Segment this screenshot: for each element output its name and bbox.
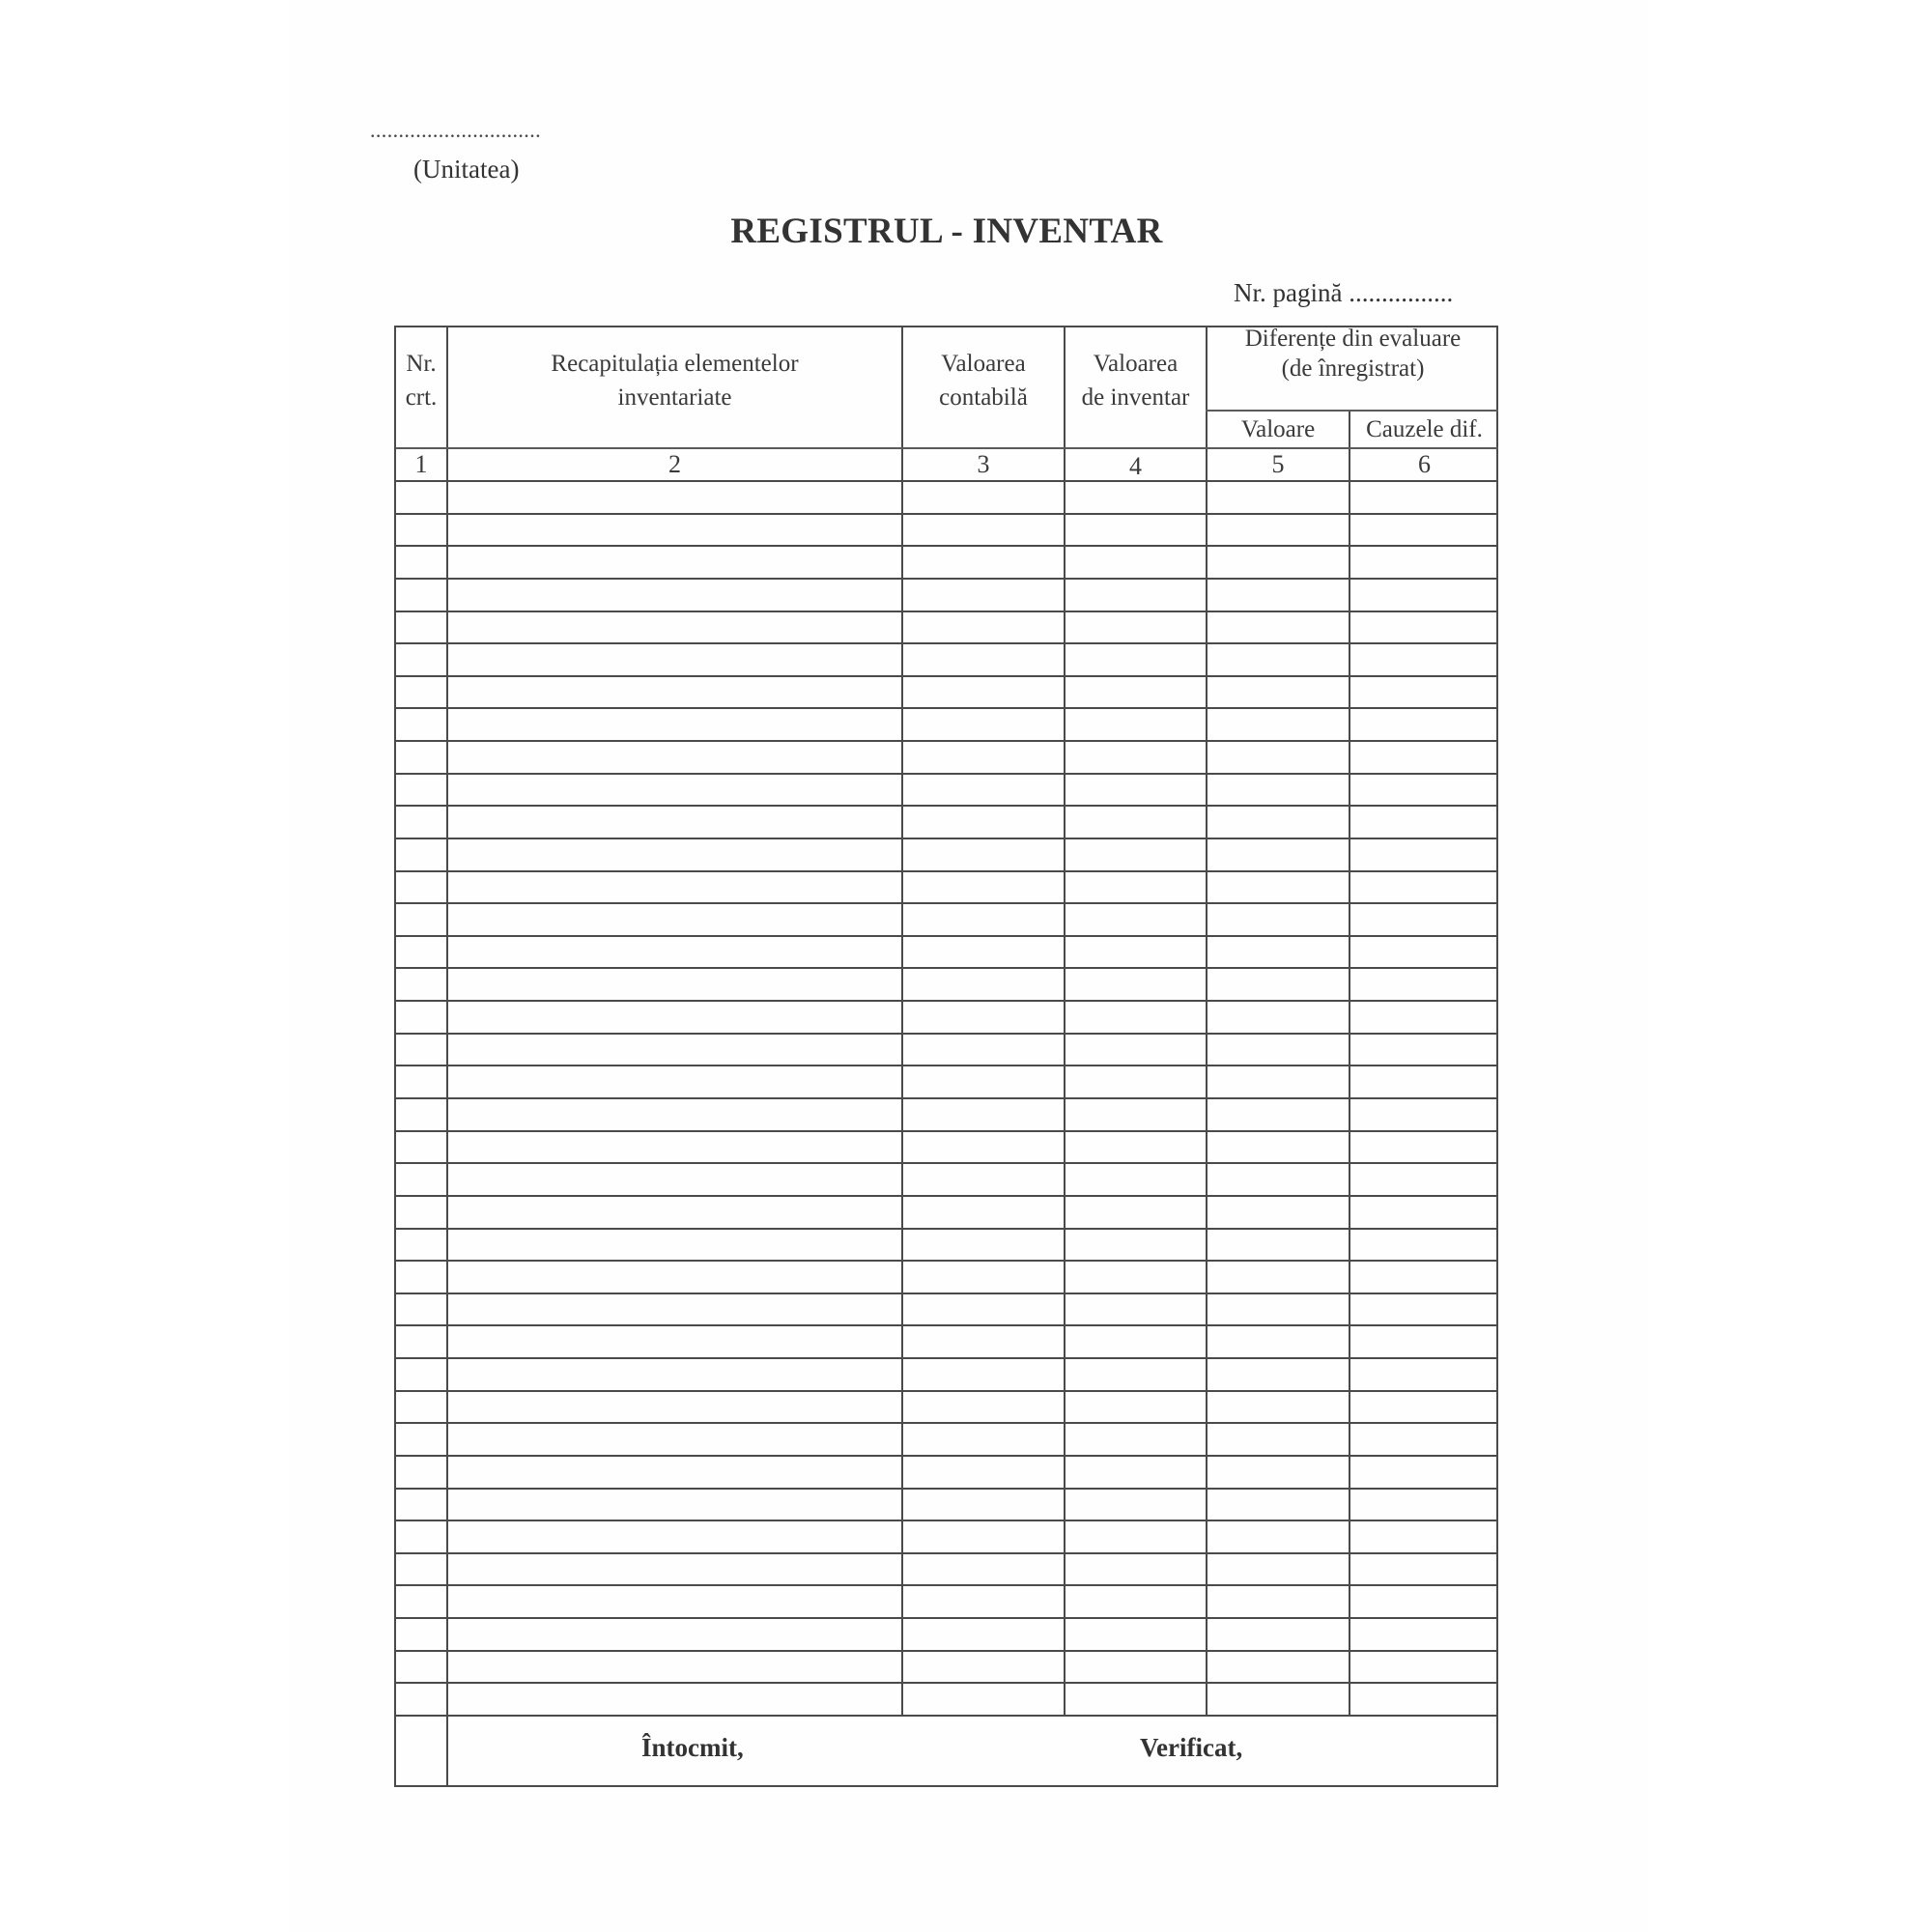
table-row[interactable] <box>396 1359 1496 1390</box>
table-row[interactable] <box>396 904 1496 935</box>
col-number-1: 1 <box>414 450 428 478</box>
table-row[interactable] <box>396 1197 1496 1228</box>
table-row[interactable] <box>396 1521 1496 1552</box>
header-inventory-value: Valoarea de inventar <box>1081 351 1190 411</box>
table-row[interactable] <box>396 1262 1496 1293</box>
table-row[interactable] <box>396 1326 1496 1357</box>
col-number-5: 5 <box>1271 450 1285 478</box>
prepared-by-label: Întocmit, <box>641 1733 744 1762</box>
col-number-3: 3 <box>977 450 990 478</box>
header-difference-causes: Cauzele dif. <box>1366 416 1483 442</box>
table-row[interactable] <box>396 1684 1496 1715</box>
table-row[interactable] <box>396 482 1496 513</box>
table-row[interactable] <box>396 1424 1496 1455</box>
table-row[interactable] <box>396 1457 1496 1488</box>
table-row[interactable] <box>396 839 1496 870</box>
table-row[interactable] <box>396 775 1496 806</box>
document-title: REGISTRUL - INVENTAR <box>730 212 1163 251</box>
table-row[interactable] <box>396 1554 1496 1585</box>
table-row[interactable] <box>396 1586 1496 1617</box>
group-header-divider <box>1206 410 1498 412</box>
table-row[interactable] <box>396 644 1496 675</box>
table-row[interactable] <box>396 709 1496 740</box>
table-row[interactable] <box>396 1294 1496 1325</box>
table-row[interactable] <box>396 612 1496 643</box>
verified-by-label: Verificat, <box>1140 1733 1243 1762</box>
header-difference-value: Valoare <box>1240 416 1316 442</box>
col-number-4: 4 <box>1129 452 1142 480</box>
table-row[interactable] <box>396 1230 1496 1261</box>
unit-label: (Unitatea) <box>413 155 520 184</box>
table-row[interactable] <box>396 1132 1496 1163</box>
signature-row-top-line <box>396 1715 1498 1717</box>
table-row[interactable] <box>396 1652 1496 1683</box>
page-number-label: Nr. pagină ................ <box>1234 278 1454 307</box>
table-row[interactable] <box>396 1066 1496 1097</box>
table-row[interactable] <box>396 1164 1496 1195</box>
table-row[interactable] <box>396 677 1496 708</box>
header-recapitulation: Recapitulația elementelor inventariate <box>551 351 799 411</box>
table-row[interactable] <box>396 1099 1496 1130</box>
col-number-2: 2 <box>668 450 681 478</box>
table-row[interactable] <box>396 937 1496 968</box>
table-row[interactable] <box>396 1619 1496 1650</box>
table-row[interactable] <box>396 969 1496 1000</box>
header-book-value: Valoarea contabilă <box>939 351 1028 411</box>
table-row[interactable] <box>396 742 1496 773</box>
unit-name-blank: .............................. <box>370 118 541 142</box>
table-row[interactable] <box>396 1392 1496 1423</box>
table-row[interactable] <box>396 1035 1496 1065</box>
table-row[interactable] <box>396 872 1496 903</box>
table-row[interactable] <box>396 1490 1496 1520</box>
table-row[interactable] <box>396 547 1496 578</box>
table-row[interactable] <box>396 580 1496 611</box>
inventory-table <box>394 326 1498 1787</box>
table-row[interactable] <box>396 1002 1496 1033</box>
col-number-6: 6 <box>1418 450 1431 478</box>
header-valuation-differences: Diferențe din evaluare (de înregistrat) <box>1244 326 1462 382</box>
table-row[interactable] <box>396 515 1496 546</box>
header-nr-crt: Nr. crt. <box>405 351 438 411</box>
table-row[interactable] <box>396 807 1496 838</box>
